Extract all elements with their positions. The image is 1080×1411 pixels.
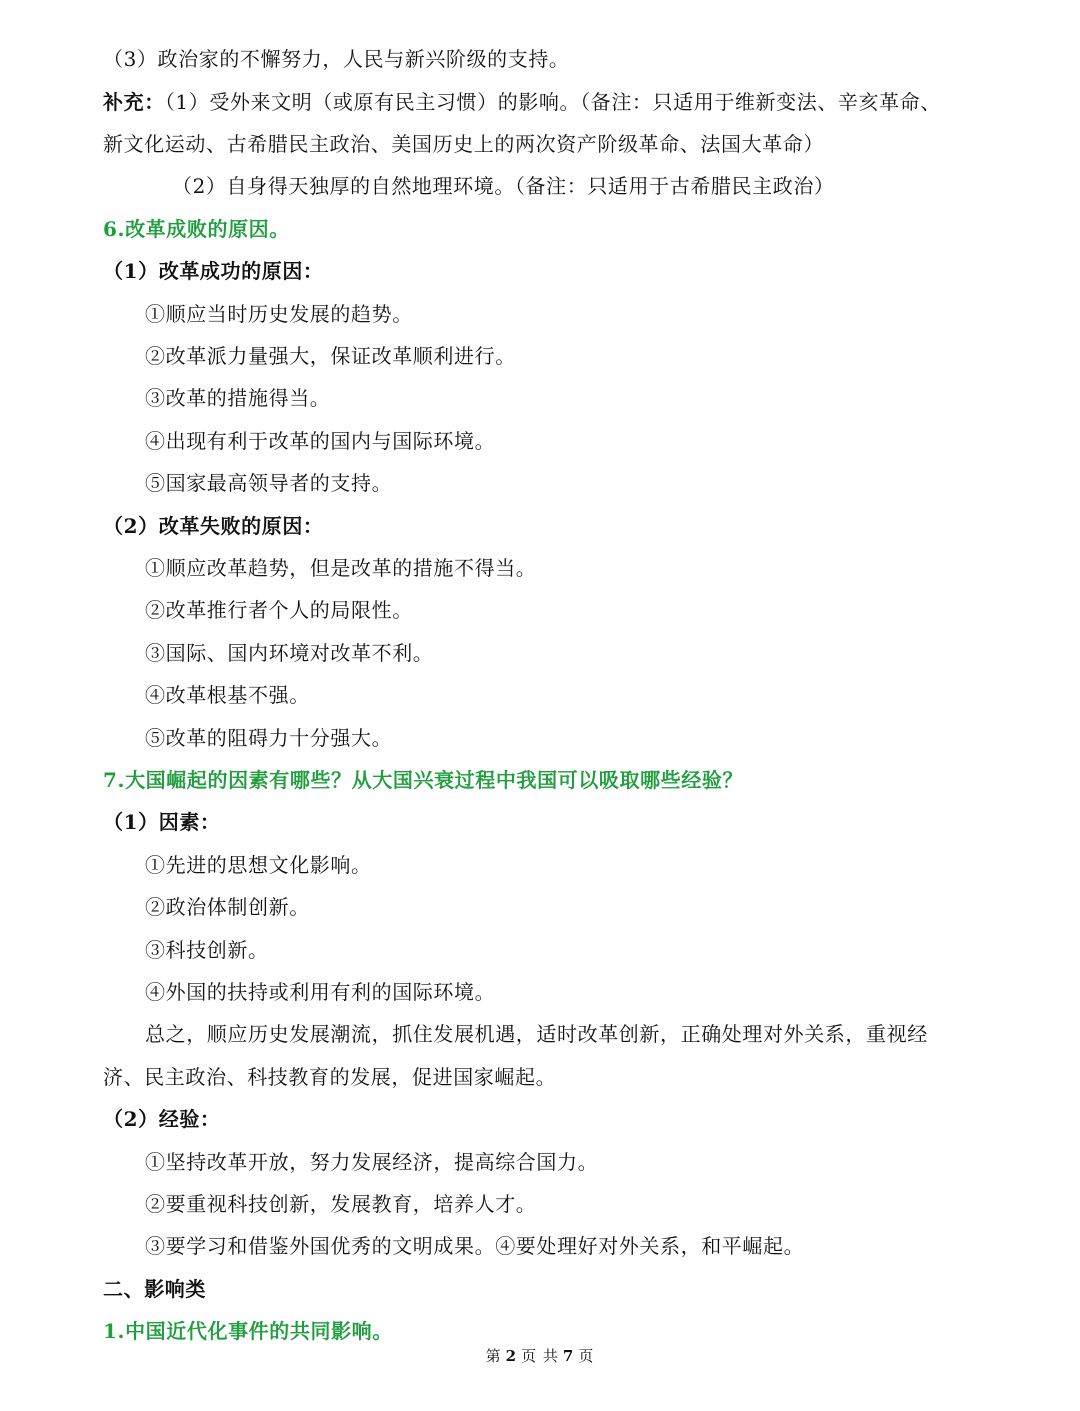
list-item: ①顺应当时历史发展的趋势。 [145, 302, 413, 326]
sub-heading: （1）改革成功的原因： [103, 259, 324, 283]
list-item: ⑤改革的阻碍力十分强大。 [145, 726, 393, 750]
footer-mid: 页 共 [521, 1347, 559, 1365]
text-line: （3）政治家的不懈努力，人民与新兴阶级的支持。 [103, 47, 570, 71]
list-item: ③科技创新。 [145, 938, 269, 962]
list-item: ①先进的思想文化影响。 [145, 853, 372, 877]
footer-suffix: 页 [578, 1347, 595, 1365]
supplement-label: 补充： [103, 90, 165, 114]
list-item: ④改革根基不强。 [145, 683, 310, 707]
summary-line: 总之，顺应历史发展潮流，抓住发展机遇，适时改革创新，正确处理对外关系，重视经 [145, 1022, 928, 1046]
section-heading: 6.改革成败的原因。 [103, 217, 290, 241]
text-line: （2）自身得天独厚的自然地理环境。（备注：只适用于古希腊民主政治） [172, 174, 835, 198]
list-item: ④出现有利于改革的国内与国际环境。 [145, 429, 496, 453]
list-item: ③要学习和借鉴外国优秀的文明成果。④要处理好对外关系，和平崛起。 [145, 1234, 805, 1258]
list-item: ②政治体制创新。 [145, 895, 310, 919]
list-item: ②改革派力量强大，保证改革顺利进行。 [145, 344, 516, 368]
supplement-line [103, 88, 941, 116]
list-item: ①坚持改革开放，努力发展经济，提高综合国力。 [145, 1150, 599, 1174]
summary-line: 济、民主政治、科技教育的发展，促进国家崛起。 [103, 1065, 557, 1089]
page-footer [0, 1346, 1080, 1366]
total-pages: 7 [562, 1347, 575, 1365]
sub-heading: （2）改革失败的原因： [103, 514, 324, 538]
section-title: 二、影响类 [103, 1277, 206, 1301]
section-heading: 7.大国崛起的因素有哪些？从大国兴衰过程中我国可以吸取哪些经验？ [103, 768, 744, 792]
sub-heading: （2）经验： [103, 1107, 221, 1131]
list-item: ③改革的措施得当。 [145, 386, 331, 410]
sub-heading: （1）因素： [103, 810, 221, 834]
supplement-text: （1）受外来文明（或原有民主习惯）的影响。（备注：只适用于维新变法、辛亥革命、 [164, 90, 941, 114]
list-item: ④外国的扶持或利用有利的国际环境。 [145, 980, 496, 1004]
list-item: ②改革推行者个人的局限性。 [145, 598, 413, 622]
list-item: ②要重视科技创新，发展教育，培养人才。 [145, 1192, 537, 1216]
footer-prefix: 第 [485, 1347, 502, 1365]
section-heading: 1.中国近代化事件的共同影响。 [103, 1319, 393, 1343]
list-item: ①顺应改革趋势，但是改革的措施不得当。 [145, 556, 537, 580]
text-line: 新文化运动、古希腊民主政治、美国历史上的两次资产阶级革命、法国大革命） [103, 132, 824, 156]
list-item: ⑤国家最高领导者的支持。 [145, 471, 393, 495]
list-item: ③国际、国内环境对改革不利。 [145, 641, 434, 665]
page-number: 2 [505, 1347, 518, 1365]
